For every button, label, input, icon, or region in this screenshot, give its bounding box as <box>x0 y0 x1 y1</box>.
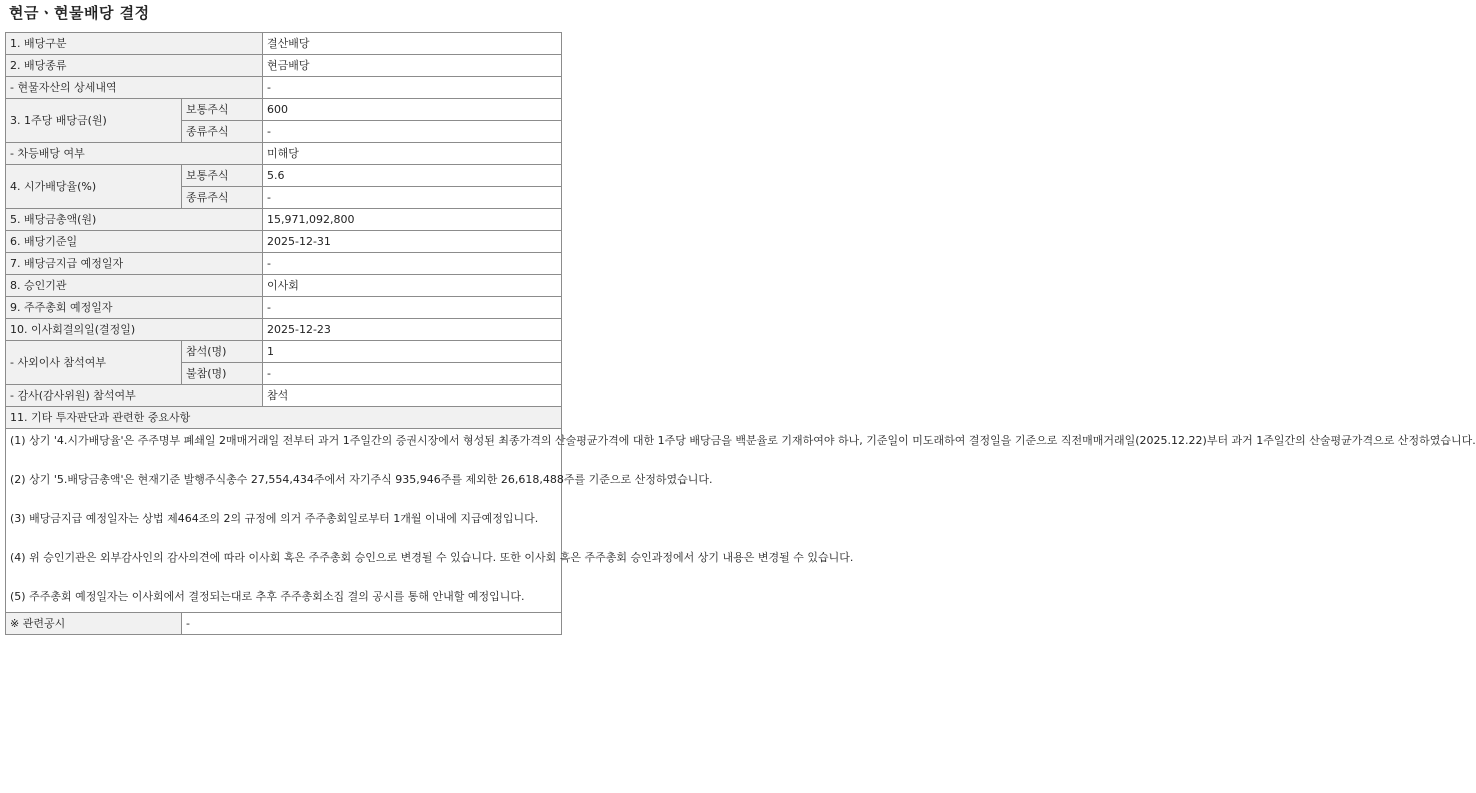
row-value-absent: - <box>263 363 562 385</box>
row-value-dps-class: - <box>263 121 562 143</box>
table-row <box>6 209 562 231</box>
table-row <box>6 429 562 613</box>
table-row <box>6 165 562 187</box>
page-title: 현금ㆍ현물배당 결정 <box>9 4 150 22</box>
row-label-other-matters: 11. 기타 투자판단과 관련한 중요사항 <box>6 407 562 429</box>
row-value-board-date: 2025-12-23 <box>263 319 562 341</box>
note-paragraph-4: (4) 위 승인기관은 외부감사인의 감사의견에 따라 이사회 혹은 주주총회 승인으로 변경될 수 있습니다. 또한 이사회 혹은 주주총회 승인과정에서 상기 내용은 변경될 수 있습니다. <box>10 551 854 564</box>
table-row <box>6 253 562 275</box>
sub-label-class: 종류주식 <box>182 121 263 143</box>
row-label-related: ※ 관련공시 <box>6 613 182 635</box>
row-label-dividend-kind: 2. 배당종류 <box>6 55 263 77</box>
row-value-dividend-type: 결산배당 <box>263 33 562 55</box>
table-row <box>6 55 562 77</box>
row-label-dps: 3. 1주당 배당금(원) <box>6 99 182 143</box>
row-value-dps-common: 600 <box>263 99 562 121</box>
note-paragraph-5: (5) 주주총회 예정일자는 이사회에서 결정되는대로 추후 주주총회소집 결의 공시를 통해 안내할 예정입니다. <box>10 590 525 603</box>
sub-label-present: 참석(명) <box>182 341 263 363</box>
row-label-yield: 4. 시가배당율(%) <box>6 165 182 209</box>
row-value-payment-date: - <box>263 253 562 275</box>
note-paragraph-3: (3) 배당금지급 예정일자는 상법 제464조의 2의 규정에 의거 주주총회일로부터 1개월 이내에 지급예정입니다. <box>10 512 539 525</box>
row-label-auditor: - 감사(감사위원) 참석여부 <box>6 385 263 407</box>
row-value-dividend-kind: 현금배당 <box>263 55 562 77</box>
table-row <box>6 231 562 253</box>
row-label-approval: 8. 승인기관 <box>6 275 263 297</box>
row-label-payment-date: 7. 배당금지급 예정일자 <box>6 253 263 275</box>
row-label-board-date: 10. 이사회결의일(결정일) <box>6 319 263 341</box>
row-value-present: 1 <box>263 341 562 363</box>
table-row <box>6 77 562 99</box>
table-row <box>6 613 562 635</box>
table-row <box>6 99 562 121</box>
sub-label-absent: 불참(명) <box>182 363 263 385</box>
row-value-yield-class: - <box>263 187 562 209</box>
row-value-record-date: 2025-12-31 <box>263 231 562 253</box>
row-value-total: 15,971,092,800 <box>263 209 562 231</box>
table-row <box>6 385 562 407</box>
table-row <box>6 407 562 429</box>
table-row <box>6 275 562 297</box>
row-label-record-date: 6. 배당기준일 <box>6 231 263 253</box>
sub-label-common: 보통주식 <box>182 165 263 187</box>
row-label-dividend-type: 1. 배당구분 <box>6 33 263 55</box>
table-row <box>6 341 562 363</box>
table-row <box>6 143 562 165</box>
note-paragraph-1: (1) 상기 '4.시가배당율'은 주주명부 폐쇄일 2매매거래일 전부터 과거 1주일간의 증권시장에서 형성된 최종가격의 산술평균가격에 대한 1주당 배당금을 백분율로 기재하여야 하나, 기준일이 미도래하여 결정일을 기준으로 직전매매거래일(2025.12.22)부터 과거 1주일간의 산술평균가격으로 산정하였습니다. <box>10 434 1476 447</box>
table-row <box>6 297 562 319</box>
table-row <box>6 33 562 55</box>
row-label-outside-directors: - 사외이사 참석여부 <box>6 341 182 385</box>
row-value-asset-detail: - <box>263 77 562 99</box>
row-label-differential: - 차등배당 여부 <box>6 143 263 165</box>
row-value-yield-common: 5.6 <box>263 165 562 187</box>
disclosure-table <box>5 32 1476 635</box>
note-paragraph-2: (2) 상기 '5.배당금총액'은 현재기준 발행주식총수 27,554,434주에서 자기주식 935,946주를 제외한 26,618,488주를 기준으로 산정하였습니다. <box>10 473 713 486</box>
row-value-auditor: 참석 <box>263 385 562 407</box>
notes-cell <box>6 429 1476 613</box>
sub-label-class: 종류주식 <box>182 187 263 209</box>
table-row <box>6 319 562 341</box>
row-value-approval: 이사회 <box>263 275 562 297</box>
row-label-total: 5. 배당금총액(원) <box>6 209 263 231</box>
row-label-asset-detail: - 현물자산의 상세내역 <box>6 77 263 99</box>
row-label-agm-date: 9. 주주총회 예정일자 <box>6 297 263 319</box>
row-value-related: - <box>182 613 562 635</box>
row-value-differential: 미해당 <box>263 143 562 165</box>
row-value-agm-date: - <box>263 297 562 319</box>
sub-label-common: 보통주식 <box>182 99 263 121</box>
